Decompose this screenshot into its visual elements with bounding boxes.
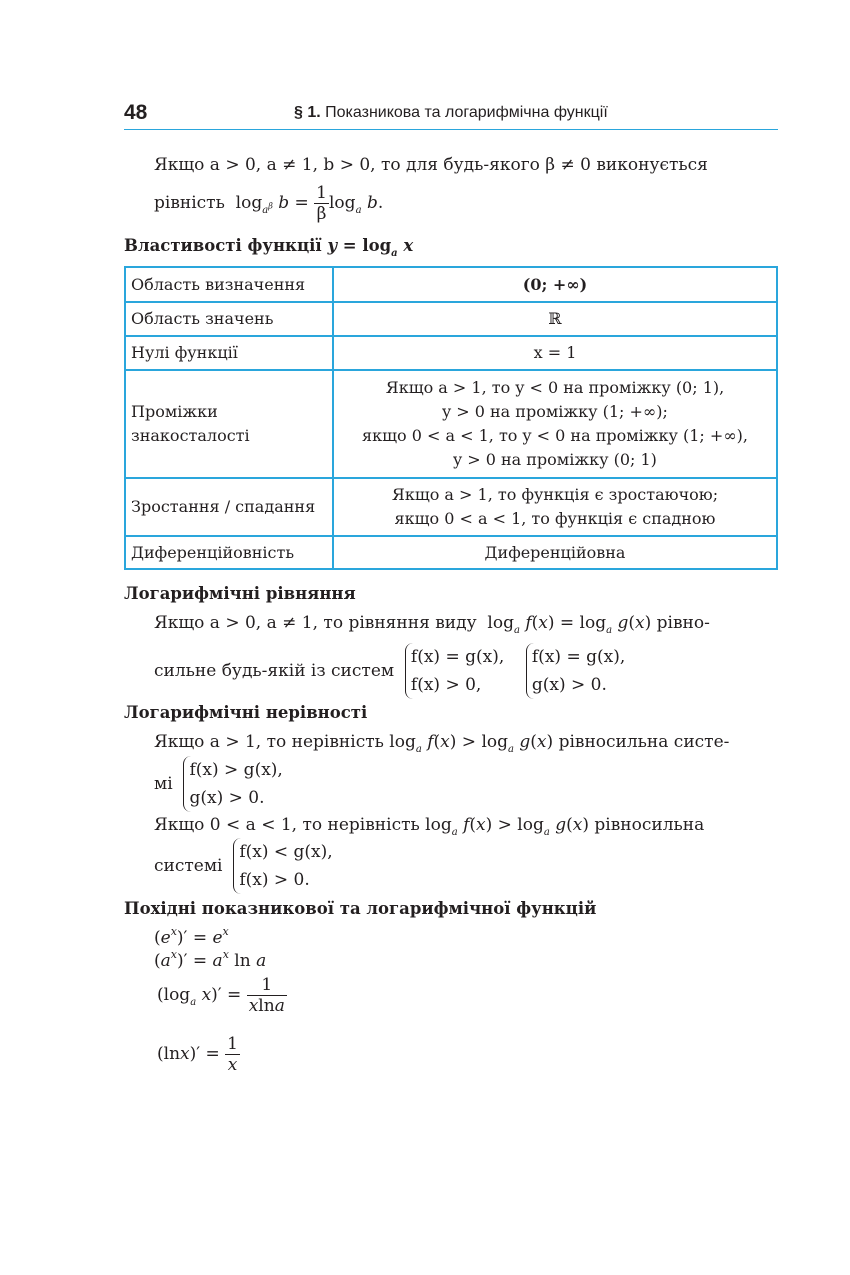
table-row [125,478,777,536]
table-row [125,536,777,569]
intro-line-2 [154,183,383,224]
value-line: якщо 0 < a < 1, то функція є спадною [394,509,716,528]
inequalities-text-c: мі [154,774,173,794]
equations-line-1 [154,613,710,636]
inequalities-text-b: рівносильна систе- [558,732,730,752]
system-4 [233,838,332,894]
value-line: Якщо a > 1, то y < 0 на проміжку (0; 1), [385,378,725,397]
header-rule [124,129,778,130]
derivative-exp-a: $(a^x)' = a^x$ ln a [154,948,267,971]
section-title: Показникова та логарифмічна функції [325,104,608,121]
value-line: y > 0 на проміжку (0; 1) [453,450,657,469]
equations-line-2 [154,643,625,699]
system-line: f(x) = g(x), [531,647,626,667]
inequalities-text-a: Якщо a > 1, то нерівність [154,732,384,752]
intro-line-1: Якщо a > 0, a ≠ 1, b > 0, то для будь-якого β ≠ 0 виконується [154,155,708,175]
inequalities-text-e: рівносильна [594,815,705,835]
table-row [125,302,777,336]
row-label: Нулі функції [125,336,333,370]
table-row [125,267,777,302]
intro-line-2-prefix: рівність [154,193,225,213]
row-value [333,478,777,536]
value-line: Якщо a > 1, то функція є зростаючою; [391,485,719,504]
equations-text-c: сильне будь-якій із систем [154,661,395,681]
row-value [333,370,777,478]
section-mark: § 1. [294,104,321,121]
equations-text-b: рівно- [656,613,710,633]
system-3 [183,756,282,812]
system-line: f(x) > g(x), [189,760,283,780]
system-line: f(x) > 0. [239,870,310,890]
page-number: 48 [124,101,148,124]
running-header [294,104,608,122]
inequalities-text-f: системі [154,856,223,876]
table-row [125,370,777,478]
properties-table [124,266,778,570]
row-label: Область значень [125,302,333,336]
log-identity-formula: $\log_{a^\beta} b$ = $\frac{1}{\beta}$ $\log_a b$. [235,183,384,224]
row-value: ℝ [333,302,777,336]
row-value: Диференційовна [333,536,777,569]
system-line: g(x) > 0. [189,788,265,808]
equations-text-a: Якщо a > 0, a ≠ 1, то рівняння виду [154,613,477,633]
value-line: якщо 0 < a < 1, то y < 0 на проміжку (1; +∞), [362,426,748,445]
heading-function-formula: y [327,236,338,255]
equation-formula: $\log_a f(x) = \log_a g(x)$ [487,613,652,636]
row-label: Проміжки знакосталості [125,370,333,478]
inequalities-line-4 [154,838,333,894]
derivative-log-a: ($\log_a$ x)′ = $\frac{1}{xlna}$ [157,975,285,1016]
equations-heading: Логарифмічні рівняння [124,584,356,603]
row-label: Зростання / спадання [125,478,333,536]
derivative-exp-e: $(e^x)' = e^x$ [154,925,229,948]
derivatives-heading: Похідні показникової та логарифмічної функцій [124,899,597,918]
system-2 [526,643,625,699]
table-row [125,336,777,370]
derivative-ln: (lnx)′ = $\frac{1}{x}$ [157,1034,238,1075]
system-1 [405,643,504,699]
inequality-formula-2: $\log_a f(x) > \log_a g(x)$ [425,815,590,838]
inequality-formula-1: $\log_a f(x) > \log_a g(x)$ [389,732,554,755]
inequalities-line-2 [154,756,283,812]
inequalities-heading: Логарифмічні нерівності [124,703,368,722]
system-line: f(x) = g(x), [410,647,505,667]
row-value: (0; +∞) [333,267,777,302]
row-value: x = 1 [333,336,777,370]
value-line: y > 0 на проміжку (1; +∞); [442,402,668,421]
inequalities-text-d: Якщо 0 < a < 1, то нерівність [154,815,420,835]
properties-heading-text: Властивості функції [124,236,322,255]
system-line: g(x) > 0. [531,675,607,695]
row-label: Область визначення [125,267,333,302]
system-line: f(x) > 0, [410,675,482,695]
system-line: f(x) < g(x), [239,842,333,862]
inequalities-line-3 [154,815,705,838]
properties-heading: Властивості функції $y = \log_a x$ [124,236,414,259]
inequalities-line-1 [154,732,730,755]
row-label: Диференційовність [125,536,333,569]
